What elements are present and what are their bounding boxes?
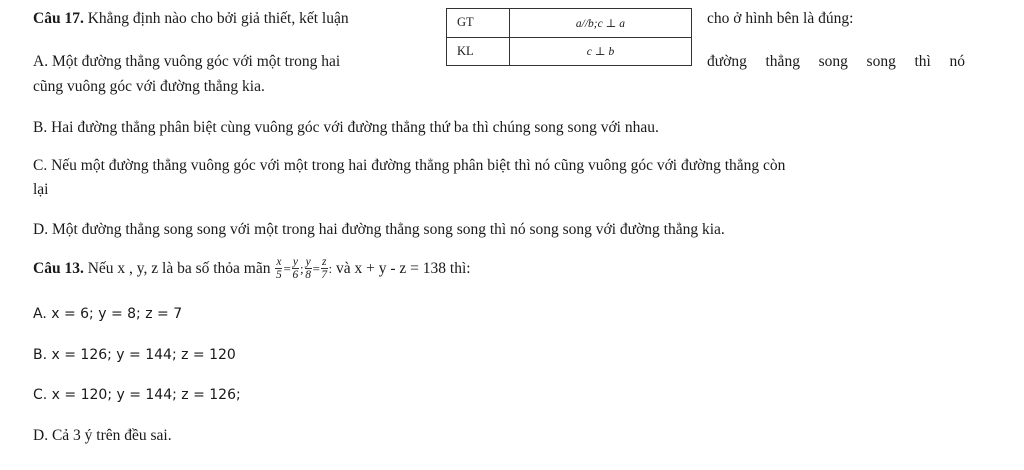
- q13-stem-end: và x + y - z = 138 thì:: [336, 259, 471, 277]
- kl-value: c ⊥ b: [510, 37, 692, 66]
- semicolon-sep: ;: [299, 260, 304, 276]
- q17-option-b: B. Hai đường thẳng phân biệt cùng vuông góc với đường thẳng thứ ba thì chúng song song với nhau.: [33, 119, 659, 136]
- q13-option-d: D. Cả 3 ý trên đều sai.: [33, 427, 172, 444]
- gt-row: [447, 9, 692, 38]
- q17-option-a-line1-end: đường thẳng song song thì nó: [707, 53, 965, 70]
- gt-value: a//b;c ⊥ a: [510, 9, 692, 38]
- fraction-y-8: $\frac{y}{8}$: [305, 255, 311, 281]
- fraction-x-5: $\frac{x}{5}$: [276, 255, 282, 281]
- kl-label: KL: [447, 37, 510, 66]
- colon-sep: :: [328, 260, 333, 276]
- kl-row: [447, 37, 692, 66]
- fraction-z-7: $\frac{z}{7}$: [321, 255, 328, 281]
- equals-sign-2: =: [312, 260, 321, 276]
- equals-sign-1: =: [283, 260, 291, 276]
- q13-option-c: C. x = 120; y = 144; z = 126;: [33, 387, 241, 403]
- q17-stem-left: [33, 9, 349, 28]
- q13-stem: [33, 251, 471, 285]
- hypothesis-conclusion-table: [446, 8, 692, 66]
- gt-label: GT: [447, 9, 510, 38]
- q13-number: Câu 13.: [33, 259, 84, 277]
- q13-stem-start: Nếu x , y, z là ba số thỏa mãn: [87, 259, 271, 277]
- q13-option-b: B. x = 126; y = 144; z = 120: [33, 347, 236, 363]
- q17-option-a-line1: A. Một đường thẳng vuông góc với một trong hai: [33, 53, 341, 70]
- q17-option-c-line2: lại: [33, 181, 49, 198]
- q17-intro: Khẳng định nào cho bởi giả thiết, kết luận: [87, 10, 349, 27]
- fraction-y-6: $\frac{y}{6}$: [292, 255, 299, 281]
- q13-option-a: A. x = 6; y = 8; z = 7: [33, 306, 183, 322]
- q17-option-c-line1: C. Nếu một đường thẳng vuông góc với một trong hai đường thẳng phân biệt thì nó cũng vuông góc với đường thẳng còn: [33, 157, 786, 174]
- q17-number: Câu 17.: [33, 10, 84, 27]
- q17-intro-end: cho ở hình bên là đúng:: [707, 10, 854, 27]
- q17-option-a-line2: cũng vuông góc với đường thẳng kia.: [33, 78, 265, 95]
- q17-option-d: D. Một đường thẳng song song với một trong hai đường thẳng song song thì nó song song với đường thẳng kia.: [33, 221, 725, 238]
